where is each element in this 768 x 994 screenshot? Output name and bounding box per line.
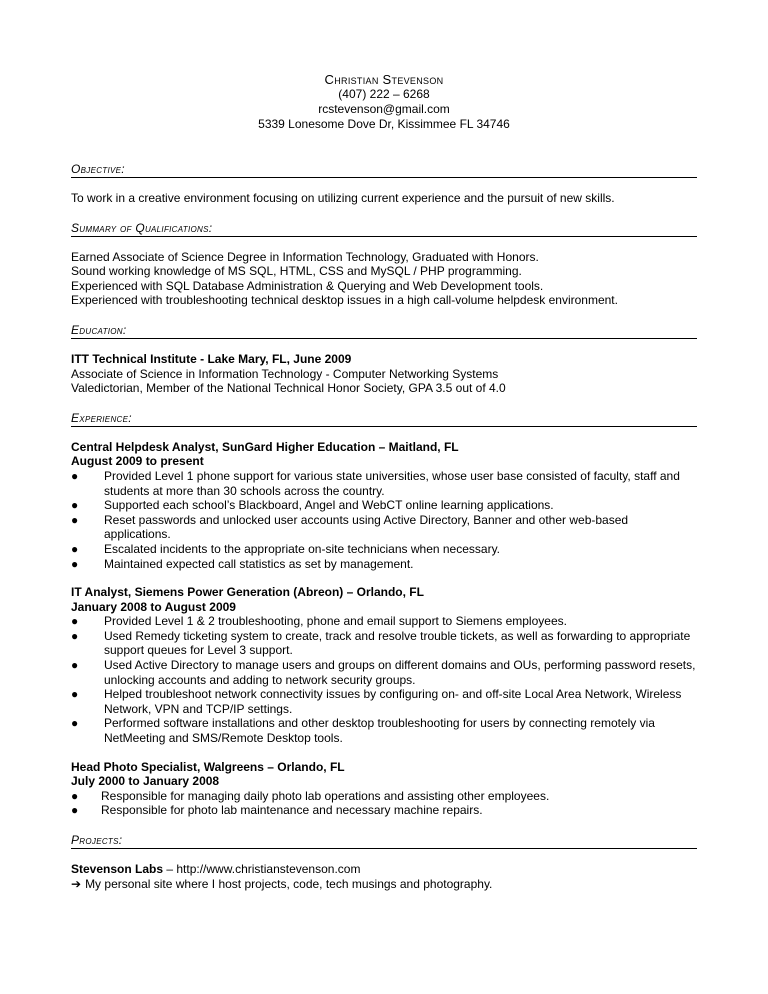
- section-title-objective: Objective:: [71, 162, 697, 178]
- school-location-date: - Lake Mary, FL, June 2009: [196, 351, 352, 366]
- candidate-name: Christian Stevenson: [324, 72, 444, 87]
- degree-line: Associate of Science in Information Technology - Computer Networking Systems: [71, 366, 499, 381]
- job-heading: IT Analyst, Siemens Power Generation (Abreon) – Orlando, FL: [71, 585, 424, 600]
- objective-section: [71, 162, 697, 206]
- qualifications-section: [71, 221, 697, 308]
- project-separator: –: [163, 862, 177, 876]
- job-entry: [71, 440, 697, 571]
- bullet-icon: ●: [71, 788, 79, 803]
- job-bullet: [71, 614, 697, 629]
- job-dates: August 2009 to present: [71, 454, 204, 469]
- objective-text: To work in a creative environment focusing on utilizing current experience and the pursuit of new skills.: [71, 191, 615, 205]
- project-name: Stevenson Labs: [71, 862, 164, 876]
- job-heading: Head Photo Specialist, Walgreens – Orlando, FL: [71, 759, 345, 774]
- job-bullet-text: Reset passwords and unlocked user accounts using Active Directory, Banner and other web-based applications.: [104, 512, 629, 542]
- bullet-icon: ●: [71, 512, 79, 527]
- job-bullet-text: Performed software installations and other desktop troubleshooting for users by connecting remotely via NetMeeting and SMS/Remote Desktop tools.: [104, 716, 655, 746]
- job-entry: [71, 760, 697, 818]
- projects-section: [71, 833, 697, 891]
- job-bullet-list: [71, 469, 697, 571]
- street-address: 5339 Lonesome Dove Dr, Kissimmee FL 34746: [258, 117, 510, 131]
- job-bullet-text: Responsible for photo lab maintenance and necessary machine repairs.: [101, 803, 483, 818]
- honors-line: Valedictorian, Member of the National Technical Honor Society, GPA 3.5 out of 4.0: [71, 381, 506, 396]
- job-bullet-text: Escalated incidents to the appropriate on-site technicians when necessary.: [104, 541, 501, 556]
- qualification-item: Experienced with SQL Database Administration & Querying and Web Development tools.: [71, 278, 544, 293]
- job-bullet: [71, 469, 697, 498]
- phone-number: (407) 222 – 6268: [338, 87, 430, 101]
- project-url-link[interactable]: http://www.christianstevenson.com: [176, 862, 361, 876]
- job-bullet: [71, 716, 697, 745]
- job-dates: January 2008 to August 2009: [71, 599, 236, 614]
- bullet-icon: ●: [71, 803, 79, 818]
- bullet-icon: ●: [71, 628, 79, 643]
- project-description: My personal site where I host projects, code, tech musings and photography.: [85, 876, 493, 891]
- job-bullet-text: Used Remedy ticketing system to create, track and resolve trouble tickets, as well as forwarding to appropriate support queues for Level 3 support.: [104, 628, 691, 658]
- education-section: [71, 323, 697, 396]
- project-heading: [71, 862, 697, 877]
- job-dates: July 2000 to January 2008: [71, 774, 220, 789]
- experience-section: [71, 411, 697, 818]
- qualification-item: Earned Associate of Science Degree in Information Technology, Graduated with Honors.: [71, 249, 539, 264]
- project-description-line: [71, 877, 697, 892]
- resume-page: [71, 72, 697, 906]
- job-bullet: [71, 658, 697, 687]
- job-bullet-text: Supported each school’s Blackboard, Angel and WebCT online learning applications.: [104, 498, 554, 513]
- job-bullet: [71, 542, 697, 557]
- job-bullet: [71, 498, 697, 513]
- email-address: rcstevenson@gmail.com: [318, 102, 450, 116]
- job-bullet-text: Helped troubleshoot network connectivity issues by configuring on- and off-site Local Area Network, Wireless Network, VPN and TCP/IP settings.: [104, 687, 682, 716]
- bullet-icon: ●: [71, 716, 79, 731]
- job-bullet-text: Used Active Directory to manage users and groups on different domains and OUs, performing password resets, unlocking accounts and adding to network security groups.: [104, 658, 696, 687]
- qualification-item: Experienced with troubleshooting technical desktop issues in a high call-volume helpdesk environment.: [71, 293, 618, 308]
- bullet-icon: ●: [71, 541, 79, 556]
- job-bullet: [71, 513, 697, 542]
- job-bullet-text: Maintained expected call statistics as set by management.: [104, 556, 414, 571]
- job-bullet: [71, 629, 697, 658]
- bullet-icon: ●: [71, 468, 79, 483]
- job-entry: [71, 585, 697, 746]
- section-title-qualifications: Summary of Qualifications:: [71, 221, 697, 237]
- job-bullet-list: [71, 789, 697, 818]
- section-title-education: Education:: [71, 323, 697, 339]
- job-bullet-text: Provided Level 1 phone support for various state universities, whose user base consisted of faculty, staff and students at more than 30 schools across the country.: [104, 468, 680, 498]
- bullet-icon: ●: [71, 498, 79, 513]
- job-bullet: [71, 557, 697, 572]
- bullet-icon: ●: [71, 658, 79, 673]
- job-bullet: [71, 789, 697, 804]
- arrow-right-icon: ➔: [71, 876, 82, 891]
- job-heading: Central Helpdesk Analyst, SunGard Higher Education – Maitland, FL: [71, 439, 459, 454]
- job-bullet-list: [71, 614, 697, 745]
- education-heading: [71, 352, 697, 367]
- job-bullet: [71, 687, 697, 716]
- school-name: ITT Technical Institute: [71, 351, 197, 366]
- bullet-icon: ●: [71, 614, 79, 629]
- bullet-icon: ●: [71, 687, 79, 702]
- resume-header: [71, 72, 697, 132]
- section-title-experience: Experience:: [71, 411, 697, 427]
- job-bullet: [71, 803, 697, 818]
- section-title-projects: Projects:: [71, 833, 697, 849]
- job-bullet-text: Provided Level 1 & 2 troubleshooting, phone and email support to Siemens employees.: [104, 614, 567, 629]
- qualification-item: Sound working knowledge of MS SQL, HTML, CSS and MySQL / PHP programming.: [71, 264, 522, 279]
- bullet-icon: ●: [71, 556, 79, 571]
- job-bullet-text: Responsible for managing daily photo lab operations and assisting other employees.: [101, 788, 550, 803]
